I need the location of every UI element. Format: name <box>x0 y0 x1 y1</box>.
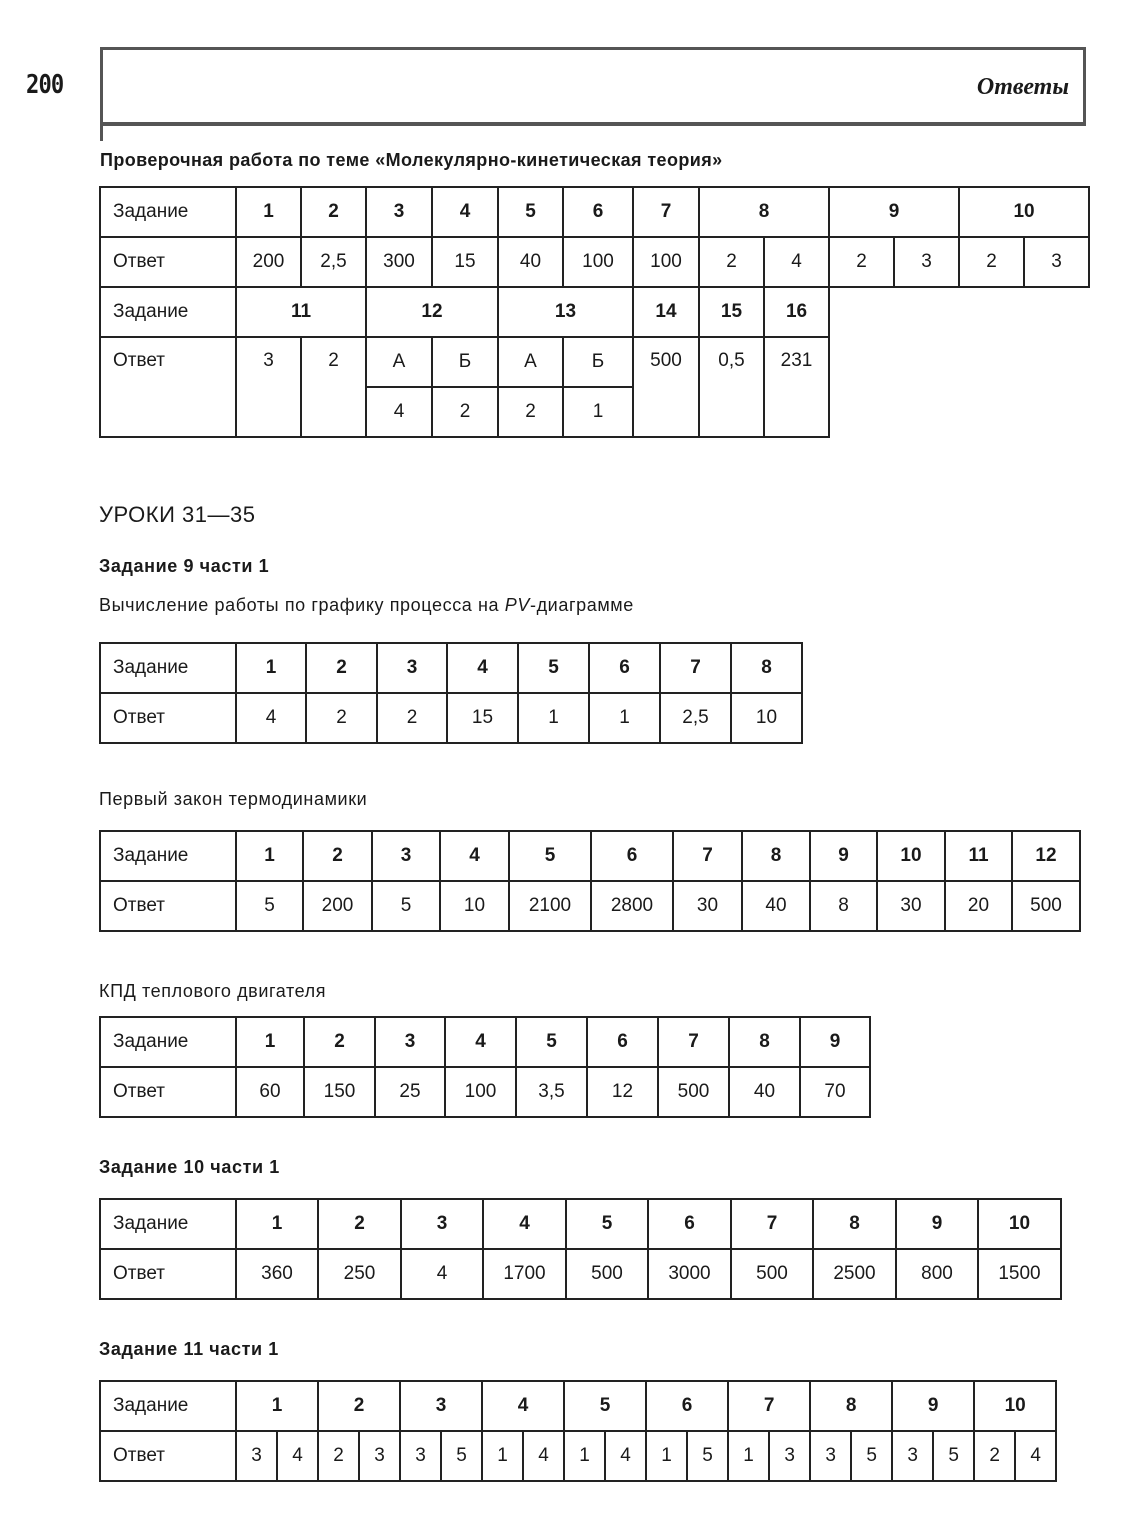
answer-value: 3 <box>892 1431 933 1481</box>
page-number: 200 <box>26 70 64 100</box>
task-number: 1 <box>236 187 301 237</box>
task-number: 7 <box>660 643 731 693</box>
task-number: 10 <box>974 1381 1056 1431</box>
task-number: 2 <box>318 1199 401 1249</box>
lessons-heading: УРОКИ 31—35 <box>99 502 256 527</box>
answer-value: 1500 <box>978 1249 1061 1299</box>
answer-value: 5 <box>372 881 440 931</box>
answer-value: 100 <box>563 237 633 287</box>
task-number: 8 <box>810 1381 892 1431</box>
answer-label: Ответ <box>100 1431 236 1481</box>
task-number: 11 <box>945 831 1012 881</box>
task-number: 4 <box>482 1381 564 1431</box>
task-label: Задание <box>100 1381 236 1431</box>
answer-value: 2 <box>699 237 764 287</box>
task-number: 6 <box>648 1199 731 1249</box>
answer-label: Ответ <box>100 237 236 287</box>
pv-subtitle <box>99 595 634 616</box>
answer-subheader: Б <box>563 337 633 387</box>
answer-value: 150 <box>304 1067 375 1117</box>
task-number: 10 <box>877 831 945 881</box>
task-label: Задание <box>100 1199 236 1249</box>
task-number: 5 <box>498 187 563 237</box>
answer-value: 5 <box>851 1431 892 1481</box>
answer-value: 2500 <box>813 1249 896 1299</box>
answer-value: 0,5 <box>699 337 764 437</box>
answer-value: 40 <box>729 1067 800 1117</box>
task-number: 2 <box>301 187 366 237</box>
answer-label: Ответ <box>100 1249 236 1299</box>
task-number: 6 <box>589 643 660 693</box>
answer-value: 4 <box>605 1431 646 1481</box>
task-number: 4 <box>445 1017 516 1067</box>
answer-value: 3 <box>1024 237 1089 287</box>
task-number: 3 <box>375 1017 445 1067</box>
task-number: 2 <box>304 1017 375 1067</box>
task-number: 5 <box>509 831 591 881</box>
pv-subtitle-text: Вычисление работы по графику процесса на <box>99 595 505 615</box>
answer-value: 3 <box>810 1431 851 1481</box>
answer-value: 3000 <box>648 1249 731 1299</box>
answer-subheader: А <box>498 337 563 387</box>
answer-value: 4 <box>277 1431 318 1481</box>
answer-value: 3 <box>236 337 301 437</box>
task-number: 4 <box>483 1199 566 1249</box>
answer-value: 4 <box>523 1431 564 1481</box>
answer-value: 100 <box>633 237 699 287</box>
pv-answer-table <box>99 642 803 744</box>
answer-value: 800 <box>896 1249 978 1299</box>
answer-value: 60 <box>236 1067 304 1117</box>
task-number: 12 <box>1012 831 1080 881</box>
answer-value: 25 <box>375 1067 445 1117</box>
answer-value: 5 <box>441 1431 482 1481</box>
answer-label: Ответ <box>100 881 236 931</box>
task-number: 4 <box>432 187 498 237</box>
answer-value: 1700 <box>483 1249 566 1299</box>
efficiency-answer-table <box>99 1016 871 1118</box>
task-number: 9 <box>810 831 877 881</box>
answer-value: 231 <box>764 337 829 437</box>
answer-value: 10 <box>440 881 509 931</box>
answer-value: 2800 <box>591 881 673 931</box>
answer-value: 2,5 <box>301 237 366 287</box>
task-number: 9 <box>896 1199 978 1249</box>
task11-heading: Задание 11 части 1 <box>99 1339 279 1359</box>
answer-value: 2100 <box>509 881 591 931</box>
task-number: 16 <box>764 287 829 337</box>
task-number: 1 <box>236 1381 318 1431</box>
first-law-answer-table <box>99 830 1081 932</box>
task-number: 1 <box>236 643 306 693</box>
answer-value: 4 <box>401 1249 483 1299</box>
answer-value: 10 <box>731 693 802 743</box>
answer-value: 250 <box>318 1249 401 1299</box>
task-number: 7 <box>728 1381 810 1431</box>
task-number: 6 <box>587 1017 658 1067</box>
answer-label: Ответ <box>100 1067 236 1117</box>
task-number: 2 <box>318 1381 400 1431</box>
answer-value: 3 <box>894 237 959 287</box>
answer-value: 1 <box>728 1431 769 1481</box>
task-number: 15 <box>699 287 764 337</box>
task-number: 5 <box>518 643 589 693</box>
answer-value: 5 <box>933 1431 974 1481</box>
answer-value: 300 <box>366 237 432 287</box>
task-label: Задание <box>100 287 236 337</box>
task-number: 7 <box>633 187 699 237</box>
task-label: Задание <box>100 831 236 881</box>
answer-value: 1 <box>563 387 633 437</box>
task-number: 5 <box>516 1017 587 1067</box>
answer-value: 8 <box>810 881 877 931</box>
answer-label: Ответ <box>100 693 236 743</box>
answer-value: 200 <box>236 237 301 287</box>
answer-value: 4 <box>764 237 829 287</box>
task-number: 6 <box>646 1381 728 1431</box>
answer-value: 2 <box>318 1431 359 1481</box>
test-title: Проверочная работа по теме «Молекулярно-кинетическая теория» <box>100 150 723 170</box>
answer-value: 500 <box>633 337 699 437</box>
task-number: 8 <box>731 643 802 693</box>
answer-value: 40 <box>498 237 563 287</box>
first-law-subtitle: Первый закон термодинамики <box>99 789 368 809</box>
task-number: 13 <box>498 287 633 337</box>
answer-value: 200 <box>303 881 372 931</box>
chapter-title: Ответы <box>976 74 1069 100</box>
task-number: 8 <box>699 187 829 237</box>
task-number: 10 <box>978 1199 1061 1249</box>
answer-value: 15 <box>432 237 498 287</box>
task-label: Задание <box>100 187 236 237</box>
task-number: 2 <box>303 831 372 881</box>
task-number: 14 <box>633 287 699 337</box>
task-number: 7 <box>731 1199 813 1249</box>
task-number: 6 <box>591 831 673 881</box>
answer-value: 2 <box>959 237 1024 287</box>
answer-value: 500 <box>566 1249 648 1299</box>
answer-value: 2 <box>432 387 498 437</box>
test-answer-table <box>99 186 1090 438</box>
answer-value: 2 <box>301 337 366 437</box>
task-number: 9 <box>800 1017 870 1067</box>
pv-subtitle-italic: PV <box>504 595 530 615</box>
task-number: 8 <box>729 1017 800 1067</box>
task-number: 1 <box>236 1199 318 1249</box>
answer-value: 3 <box>236 1431 277 1481</box>
answer-value: 500 <box>658 1067 729 1117</box>
answer-value: 2 <box>306 693 377 743</box>
pv-subtitle-text-end: -диаграмме <box>529 595 634 615</box>
task-number: 3 <box>400 1381 482 1431</box>
answer-value: 30 <box>673 881 742 931</box>
answer-value: 1 <box>589 693 660 743</box>
answer-value: 70 <box>800 1067 870 1117</box>
answer-value: 1 <box>518 693 589 743</box>
task-number: 3 <box>377 643 447 693</box>
answer-value: 3 <box>769 1431 810 1481</box>
task-number: 3 <box>366 187 432 237</box>
task-number: 8 <box>813 1199 896 1249</box>
answer-value: 5 <box>687 1431 728 1481</box>
answer-value: 500 <box>731 1249 813 1299</box>
answer-value: 3,5 <box>516 1067 587 1117</box>
answer-value: 4 <box>1015 1431 1056 1481</box>
task-number: 1 <box>236 831 303 881</box>
task-number: 9 <box>892 1381 974 1431</box>
task-number: 7 <box>658 1017 729 1067</box>
answer-value: 12 <box>587 1067 658 1117</box>
answer-value: 2,5 <box>660 693 731 743</box>
efficiency-subtitle: КПД теплового двигателя <box>99 981 327 1001</box>
answer-value: 1 <box>564 1431 605 1481</box>
answer-subheader: Б <box>432 337 498 387</box>
answer-value: 3 <box>359 1431 400 1481</box>
task-number: 5 <box>564 1381 646 1431</box>
answer-value: 100 <box>445 1067 516 1117</box>
task-number: 3 <box>372 831 440 881</box>
answer-value: 500 <box>1012 881 1080 931</box>
answer-value: 360 <box>236 1249 318 1299</box>
answer-value: 40 <box>742 881 810 931</box>
answer-value: 3 <box>400 1431 441 1481</box>
task-number: 2 <box>306 643 377 693</box>
task-number: 3 <box>401 1199 483 1249</box>
answer-subheader: А <box>366 337 432 387</box>
answer-value: 2 <box>498 387 563 437</box>
chapter-header <box>100 47 1086 126</box>
answer-value: 5 <box>236 881 303 931</box>
answer-value: 15 <box>447 693 518 743</box>
task-number: 12 <box>366 287 498 337</box>
answer-value: 4 <box>236 693 306 743</box>
task-number: 1 <box>236 1017 304 1067</box>
answer-value: 30 <box>877 881 945 931</box>
task-number: 9 <box>829 187 959 237</box>
answer-label: Ответ <box>100 337 236 437</box>
task-number: 11 <box>236 287 366 337</box>
answer-value: 1 <box>482 1431 523 1481</box>
task-label: Задание <box>100 643 236 693</box>
task-number: 6 <box>563 187 633 237</box>
answer-value: 1 <box>646 1431 687 1481</box>
task10-answer-table <box>99 1198 1062 1300</box>
task10-heading: Задание 10 части 1 <box>99 1157 280 1177</box>
answer-value: 20 <box>945 881 1012 931</box>
task-number: 10 <box>959 187 1089 237</box>
task-number: 7 <box>673 831 742 881</box>
answer-value: 4 <box>366 387 432 437</box>
task-number: 5 <box>566 1199 648 1249</box>
task-number: 8 <box>742 831 810 881</box>
header-divider <box>100 119 103 141</box>
empty-area <box>829 287 1089 437</box>
task-label: Задание <box>100 1017 236 1067</box>
answer-value: 2 <box>974 1431 1015 1481</box>
task11-answer-table <box>99 1380 1057 1482</box>
task-number: 4 <box>440 831 509 881</box>
answer-value: 2 <box>829 237 894 287</box>
task9-heading: Задание 9 части 1 <box>99 556 270 576</box>
task-number: 4 <box>447 643 518 693</box>
answer-value: 2 <box>377 693 447 743</box>
